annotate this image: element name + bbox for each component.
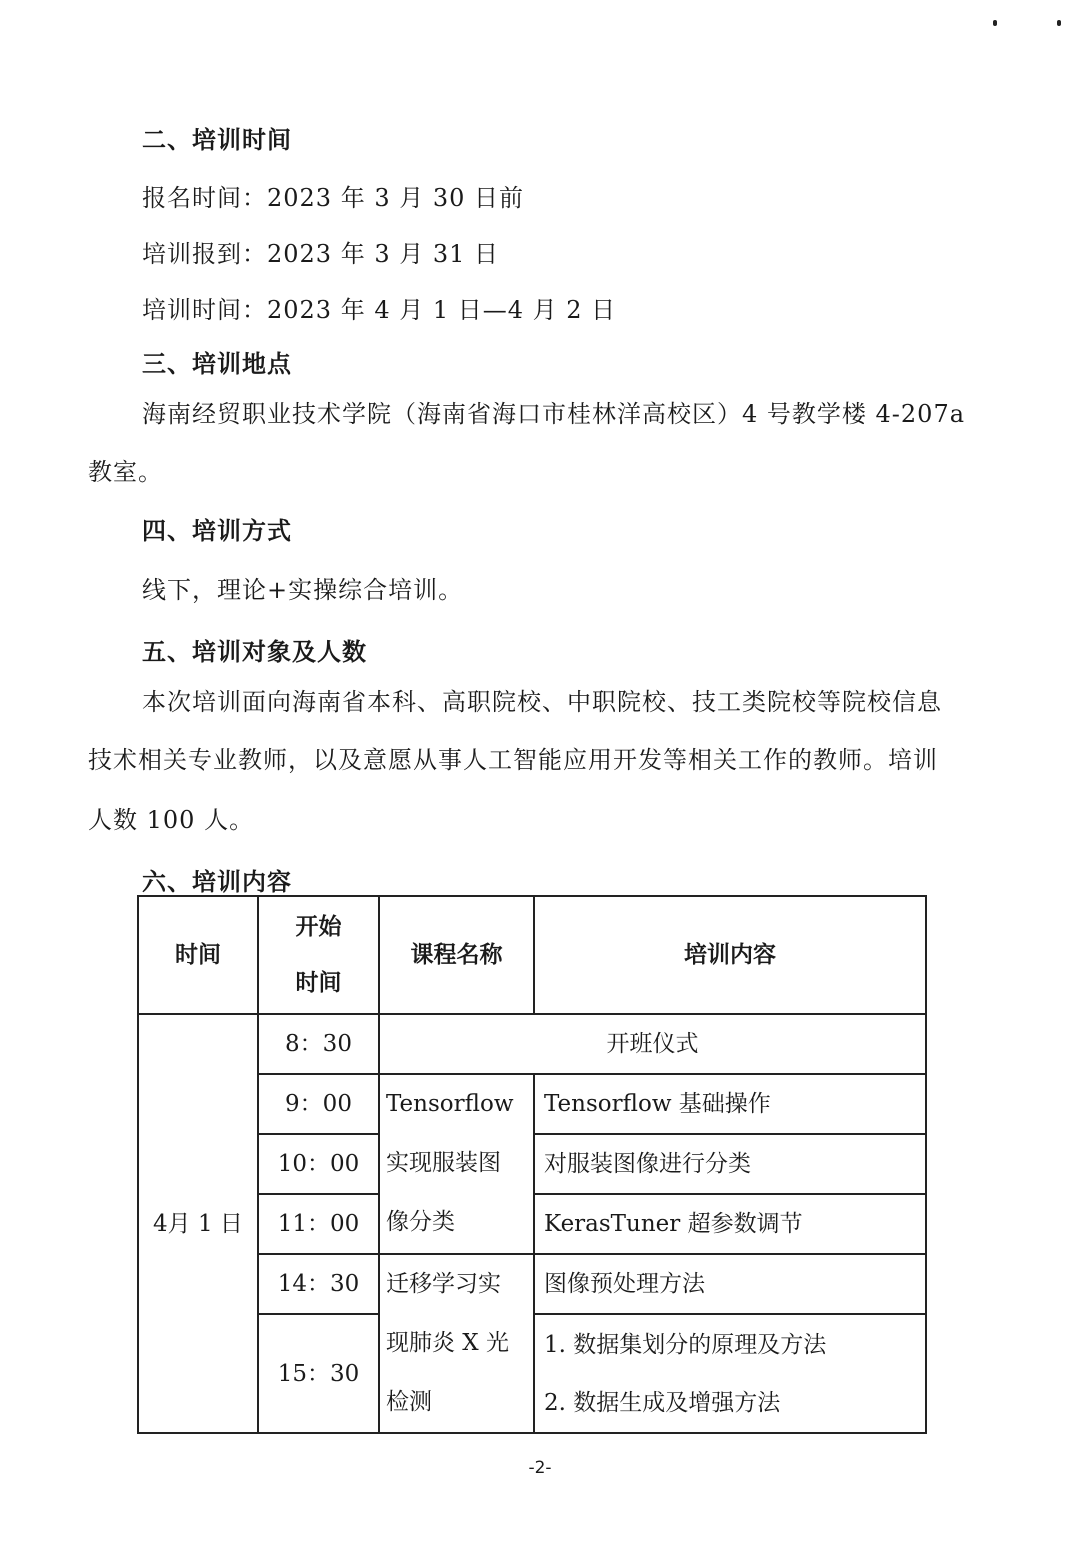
date-cell: 4月 1 日: [138, 1014, 258, 1433]
content-cell: Tensorflow 基础操作: [534, 1074, 926, 1134]
content-cell: 图像预处理方法: [534, 1254, 926, 1314]
course-line: Tensorflow: [386, 1091, 514, 1117]
content-cell: KerasTuner 超参数调节: [534, 1194, 926, 1254]
audience-text-line3: 人数 100 人。: [88, 806, 255, 834]
section-heading-time: 二、培训时间: [142, 126, 292, 154]
course-cell-tensorflow: [379, 1074, 534, 1254]
header-start-time: [258, 896, 379, 1014]
section-heading-content: 六、培训内容: [142, 868, 292, 896]
content-cell: 对服装图像进行分类: [534, 1134, 926, 1194]
course-line: 检测: [386, 1389, 432, 1415]
time-cell: 14：30: [258, 1254, 379, 1314]
location-text-line2: 教室。: [88, 458, 163, 486]
content-cell: [534, 1314, 926, 1433]
section-heading-location: 三、培训地点: [142, 350, 292, 378]
course-cell-transfer-learning: [379, 1254, 534, 1433]
time-cell: 9：00: [258, 1074, 379, 1134]
header-start-line2: 时间: [295, 970, 342, 996]
schedule-table: [137, 895, 927, 1434]
header-start-line1: 开始: [295, 914, 342, 940]
course-line: 现肺炎 X 光: [386, 1330, 509, 1356]
course-line: 像分类: [386, 1209, 455, 1235]
table-row: [138, 1014, 926, 1074]
content-line: 1. 数据集划分的原理及方法: [544, 1331, 827, 1358]
course-line: 迁移学习实: [386, 1271, 501, 1297]
page-number: -2-: [528, 1458, 552, 1478]
checkin-date: 培训报到：2023 年 3 月 31 日: [142, 240, 500, 268]
scan-mark: [993, 20, 997, 26]
content-line: 2. 数据生成及增强方法: [544, 1389, 781, 1416]
time-cell: 8：30: [258, 1014, 379, 1074]
section-heading-audience: 五、培训对象及人数: [142, 638, 367, 666]
time-cell: 15：30: [258, 1314, 379, 1433]
signup-deadline: 报名时间：2023 年 3 月 30 日前: [142, 184, 525, 212]
scan-mark: [1057, 20, 1061, 26]
section-heading-mode: 四、培训方式: [142, 517, 292, 545]
audience-text-line2: 技术相关专业教师，以及意愿从事人工智能应用开发等相关工作的教师。培训: [88, 746, 938, 774]
mode-text: 线下，理论+实操综合培训。: [142, 576, 464, 604]
time-cell: 10：00: [258, 1134, 379, 1194]
course-line: 实现服装图: [386, 1150, 501, 1176]
audience-text-line1: 本次培训面向海南省本科、高职院校、中职院校、技工类院校等院校信息: [142, 688, 942, 716]
time-cell: 11：00: [258, 1194, 379, 1254]
header-date: 时间: [138, 896, 258, 1014]
training-period: 培训时间：2023 年 4 月 1 日—4 月 2 日: [142, 296, 617, 324]
header-course: 课程名称: [379, 896, 534, 1014]
table-header-row: [138, 896, 926, 1014]
location-text-line1: 海南经贸职业技术学院（海南省海口市桂林洋高校区）4 号教学楼 4-207a: [142, 400, 966, 428]
content-cell: 开班仪式: [379, 1014, 926, 1074]
header-content: 培训内容: [534, 896, 926, 1014]
